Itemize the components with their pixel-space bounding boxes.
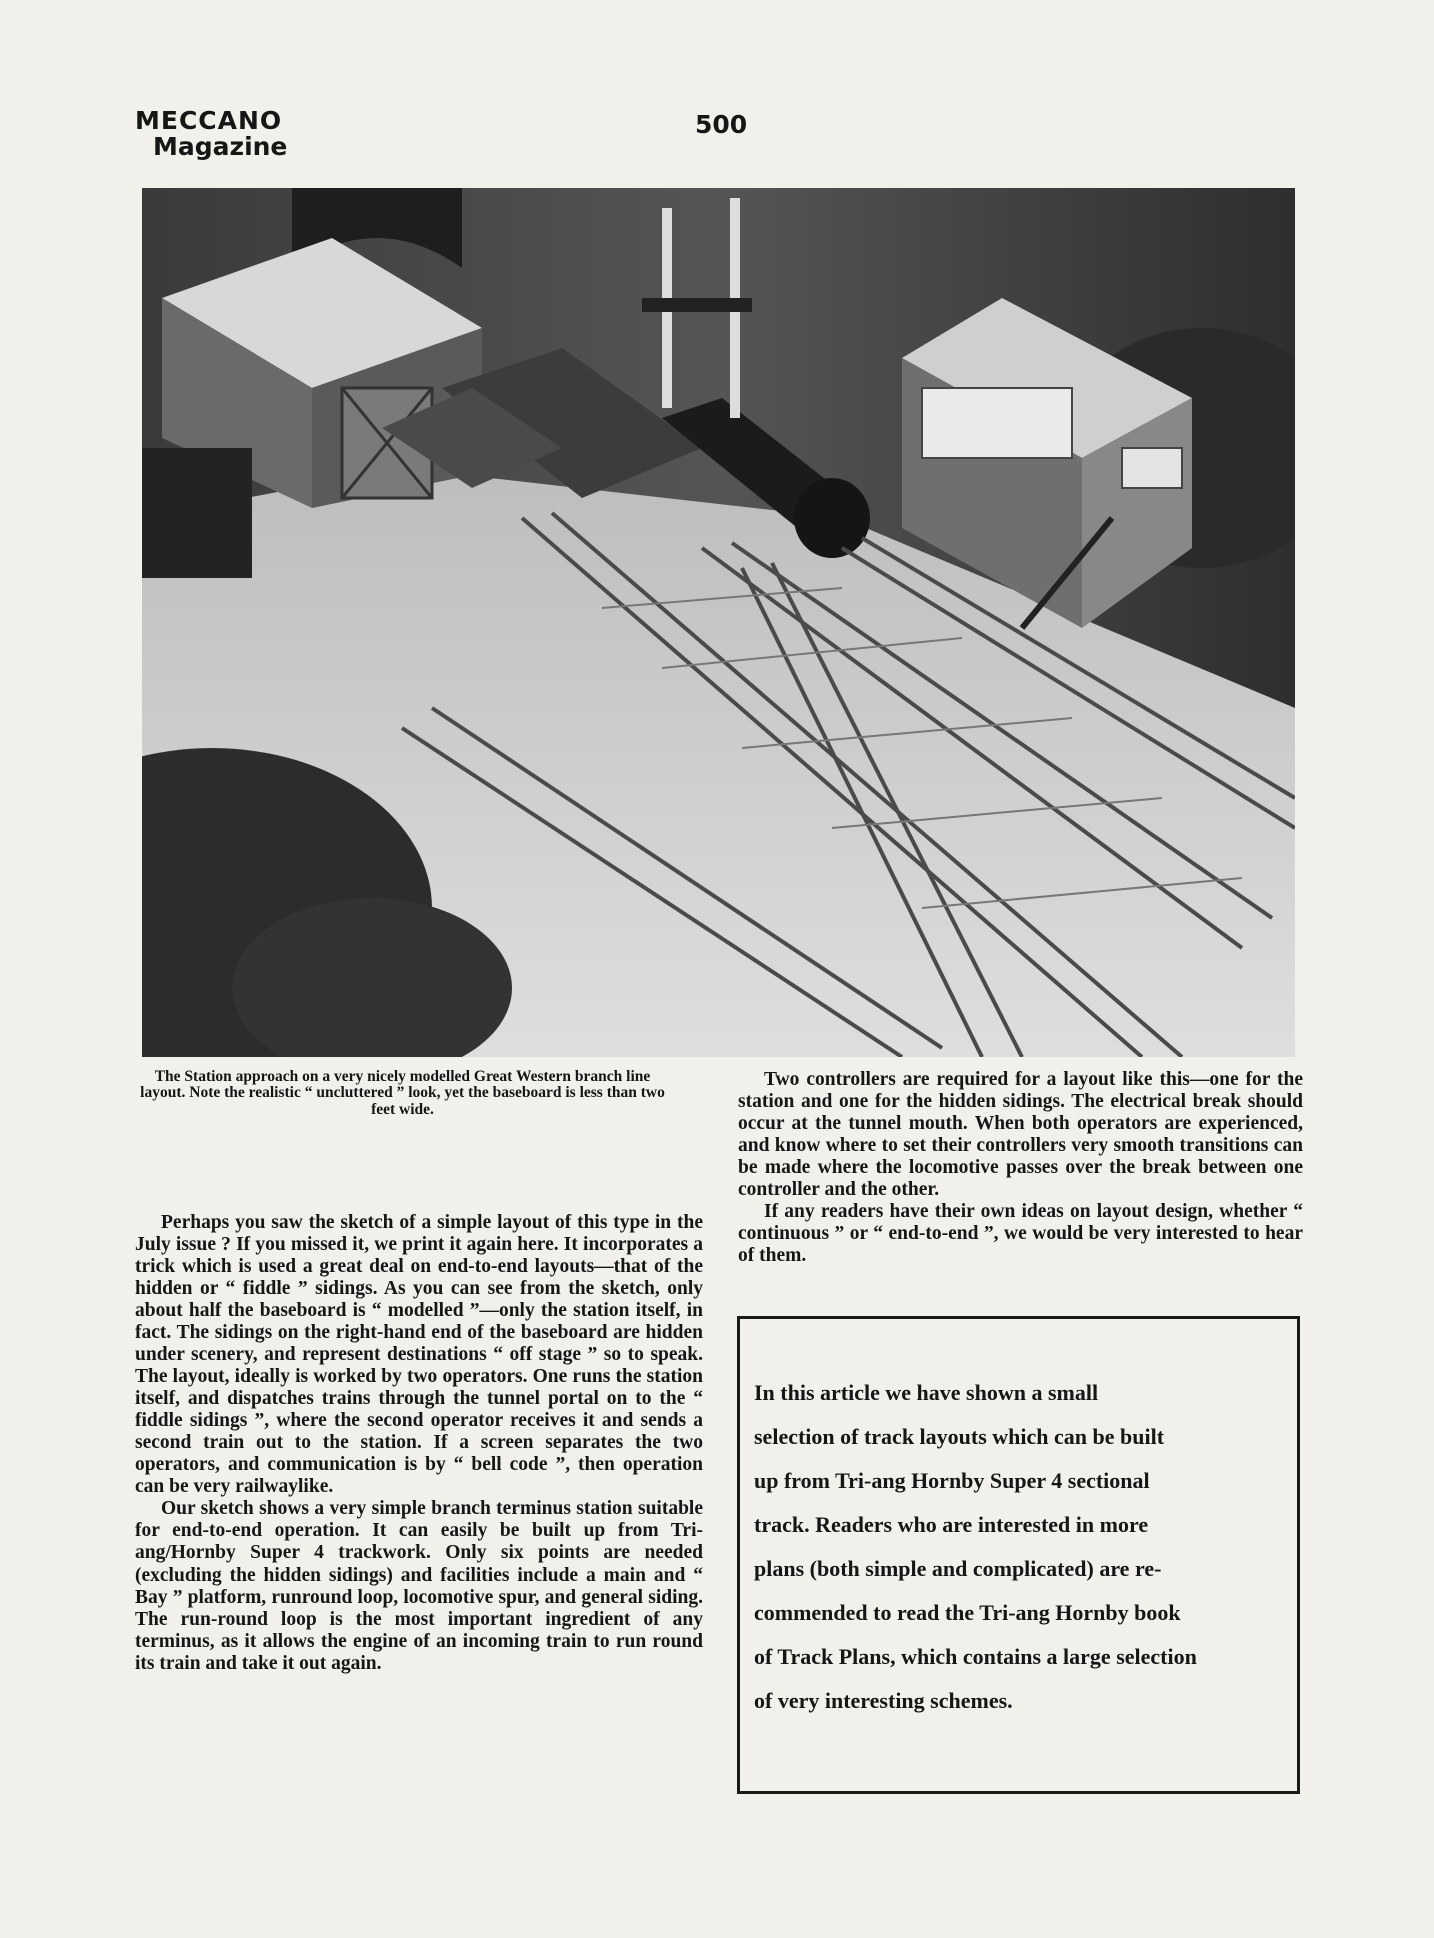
masthead	[135, 108, 287, 161]
photo-caption: The Station approach on a very nicely modelled Great Western branch line layout. Note the realistic “ uncluttered ” look, yet the baseboard is less than two feet wide.	[140, 1068, 665, 1118]
info-box-line: of very interesting schemes.	[754, 1688, 1013, 1713]
info-box-line: track. Readers who are interested in more	[754, 1512, 1149, 1537]
article-right-column	[738, 1069, 1303, 1267]
info-box-line: of Track Plans, which contains a large selection	[754, 1644, 1197, 1669]
info-box-text	[754, 1371, 1284, 1723]
article-left-column	[135, 1212, 703, 1675]
article-paragraph: Our sketch shows a very simple branch terminus station suitable for end-to-end operation. It can easily be built up from Tri-ang/Hornby Super 4 trackwork. Only six points are needed (excluding the hidden sidings) and facilities include a main and “ Bay ” platform, runround loop, locomotive spur, and general siding. The run-round loop is the most important ingredient of any terminus, as it allows the engine of an incoming train to run round its train and take it out again.	[135, 1498, 703, 1674]
info-box-line: up from Tri-ang Hornby Super 4 sectional	[754, 1468, 1150, 1493]
info-box	[737, 1316, 1300, 1794]
masthead-title: MECCANO	[135, 106, 283, 135]
station-photo-illustration	[142, 188, 1295, 1057]
article-paragraph: Two controllers are required for a layout like this—one for the station and one for the hidden sidings. The electrical break should occur at the tunnel mouth. When both operators are experienced, and know where to set their controllers very smooth transitions can be made where the locomotive passes over the break between one controller and the other.	[738, 1069, 1303, 1201]
page-number: 500	[695, 110, 748, 139]
station-photo	[142, 188, 1295, 1057]
article-paragraph: Perhaps you saw the sketch of a simple layout of this type in the July issue ? If you missed it, we print it again here. It incorporates a trick which is used a great deal on end-to-end layouts—that of the hidden or “ fiddle ” sidings. As you can see from the sketch, only about half the baseboard is “ modelled ”—only the station itself, in fact. The sidings on the right-hand end of the baseboard are hidden under scenery, and represent destinations “ off stage ” so to speak. The layout, ideally is worked by two operators. One runs the station itself, and dispatches trains through the tunnel portal on to the “ fiddle sidings ”, where the second operator receives it and sends a second train out to the station. If a screen separates the two operators, and communication is by “ bell code ”, then operation can be very railwaylike.	[135, 1212, 703, 1498]
article-paragraph: If any readers have their own ideas on layout design, whether “ continuous ” or “ end-to-end ”, we would be very interested to hear of them.	[738, 1201, 1303, 1267]
info-box-line: In this article we have shown a small	[754, 1380, 1099, 1405]
info-box-line: commended to read the Tri-ang Hornby book	[754, 1600, 1181, 1625]
info-box-line: plans (both simple and complicated) are re-	[754, 1556, 1162, 1581]
info-box-line: selection of track layouts which can be built	[754, 1424, 1165, 1449]
masthead-subtitle: Magazine	[153, 132, 288, 162]
